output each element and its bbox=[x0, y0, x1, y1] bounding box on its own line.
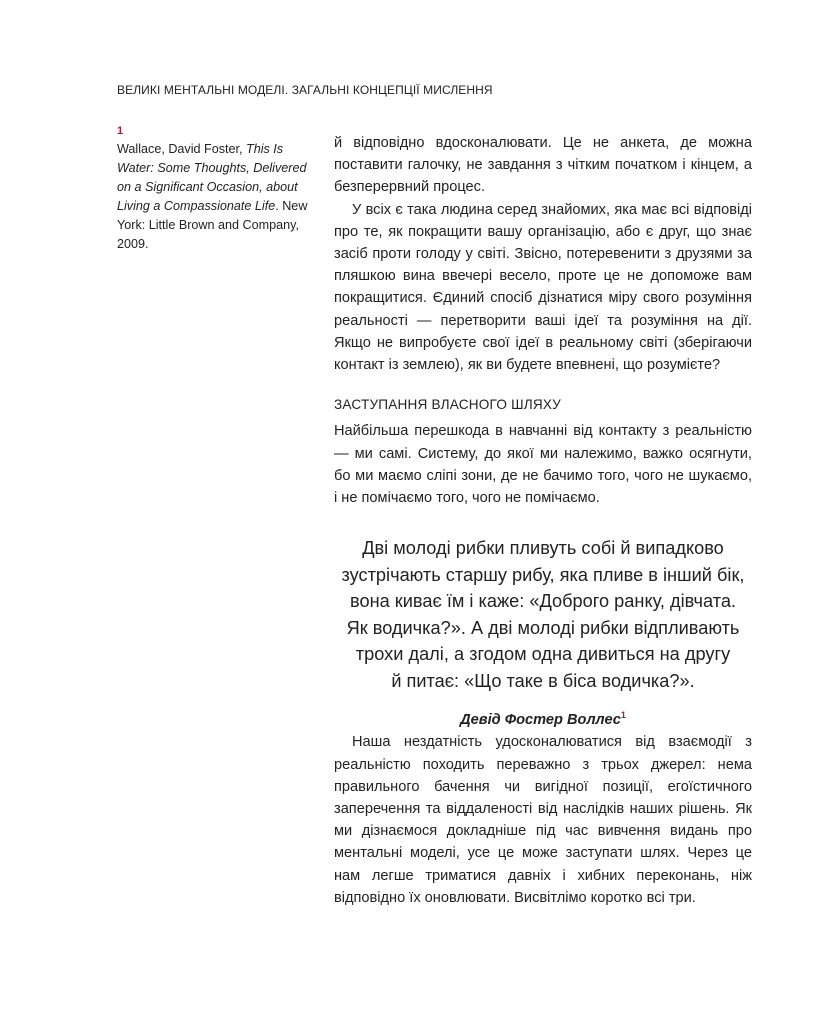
quote-line: Дві молоді рибки пливуть собі й випадково bbox=[362, 538, 724, 559]
quote-line: й питає: «Що таке в біса водичка?». bbox=[391, 670, 695, 691]
paragraph-4: Наша нездатність удосконалюватися від взаємодії з реальністю походить переважно з трьох джерел: нема правильного бачення чи вигідної позиції, егоїстичного заперечення та віддаленості від наслідків наших рішень. Як ми дізнаємося докладніше під час вивчення видань про ментальні моделі, усе це може заступати шлях. Через це нам легше триматися давніх і хибних переконань, ніж відповідно їх оновлювати. Висвітлімо коротко всі три. bbox=[334, 734, 752, 906]
footnote bbox=[117, 124, 317, 254]
footnote-book-title: This Is Water: Some Thoughts, Delivered on a Significant Occasion, about Living a Compassionate Life bbox=[117, 142, 307, 213]
main-text bbox=[334, 132, 752, 909]
quote-line: трохи далі, а згодом одна дивиться на другу bbox=[355, 644, 731, 665]
quote-author bbox=[334, 704, 752, 731]
epigraph-quote bbox=[334, 535, 752, 694]
footnote-author: Wallace, David Foster, bbox=[117, 142, 247, 156]
footnote-publisher: . New York: Little Brown and Company, 2009. bbox=[117, 199, 308, 251]
paragraph-3: Найбільша перешкода в навчанні від контакту з реальністю — ми самі. Систему, до якої ми належимо, важко осягнути, бо ми маємо сліпі зони, де не бачимо того, чого не шукаємо, і не помічаємо того, чого не помічаємо. bbox=[334, 423, 752, 507]
paragraph-2: У всіх є така людина серед знайомих, яка має всі відповіді про те, як покращити вашу організацію, або є друг, що знає засіб проти голоду у світі. Звісно, потеревенити з друзями за пляшкою вина ввечері весело, проте це не допоможе вам покращитися. Єдиний спосіб дізнатися міру свого розуміння реальності — перетворити ваші ідеї та розуміння на дії. Якщо не випробуєте свої ідеї в реальному світі (зберігаючи контакт із землею), як ви будете впевнені, що розумієте? bbox=[334, 201, 752, 374]
footnote-reference[interactable]: 1 bbox=[620, 710, 626, 721]
paragraph-1: й відповідно вдосконалювати. Це не анкета, де можна поставити галочку, не завдання з чітким початком і кінцем, а безперервний процес. bbox=[334, 135, 752, 196]
section-title: ЗАСТУПАННЯ ВЛАСНОГО ШЛЯХУ bbox=[334, 397, 562, 413]
quote-line: Як водичка?». А дві молоді рибки відпливають bbox=[346, 617, 740, 638]
running-header: ВЕЛИКІ МЕНТАЛЬНІ МОДЕЛІ. ЗАГАЛЬНІ КОНЦЕПЦІЇ МИСЛЕННЯ bbox=[117, 83, 493, 97]
footnote-number: 1 bbox=[117, 125, 124, 137]
quote-line: вона киває їм і каже: «Доброго ранку, дівчата. bbox=[350, 591, 736, 612]
quote-author-name: Девід Фостер Воллес bbox=[460, 712, 621, 729]
quote-line: зустрічають старшу рибу, яка пливе в інший бік, bbox=[341, 564, 745, 585]
